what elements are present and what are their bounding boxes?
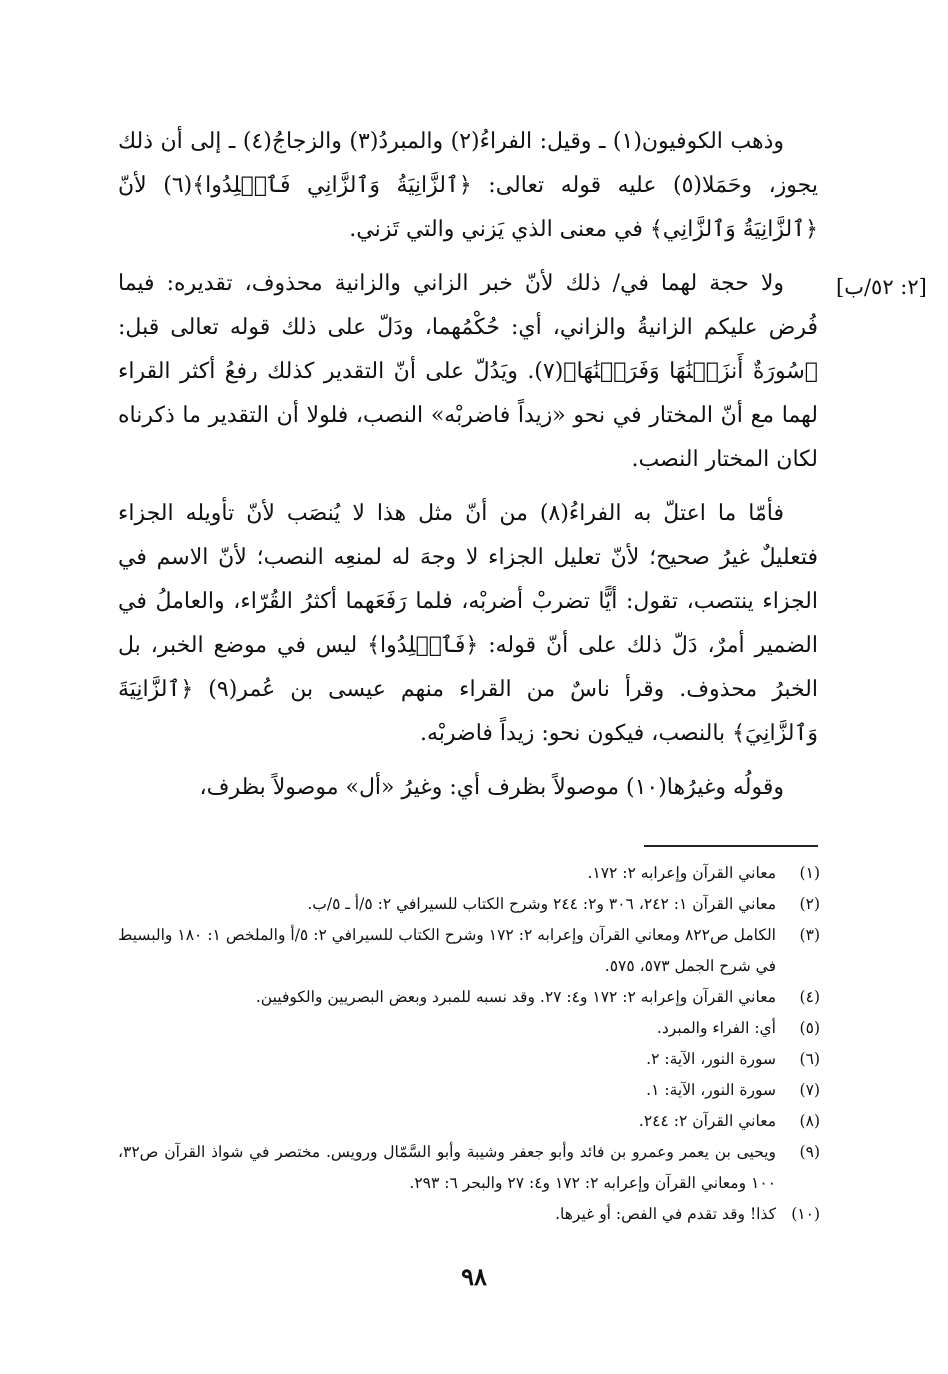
footnote-number: (١) (799, 864, 820, 882)
footnote-text: معاني القرآن ١: ٢٤٢، ٣٠٦ و٢: ٢٤٤ وشرح الكتاب للسيرافي ٢: ٥/أ ـ ٥/ب. (307, 895, 776, 913)
footnote-number: (٣) (799, 926, 820, 944)
footnote-item (118, 1199, 820, 1230)
footnote-text: معاني القرآن ٢: ٢٤٤. (638, 1112, 776, 1130)
footnotes-list (118, 858, 820, 1230)
footnote-text: سورة النور، الآية: ١. (646, 1081, 776, 1099)
footnote-text: أي: الفراء والمبرد. (656, 1019, 776, 1037)
main-text-body (118, 120, 818, 810)
paragraph-1: وذهب الكوفيون(١) ـ وقيل: الفراءُ(٢) والمبردُ(٣) والزجاجُ(٤) ـ إلى أن ذلك يجوز، وحَمَلا(٥) عليه قوله تعالى: ﴿ٱلزَّانِيَةُ وَٱلزَّانِي فَٱجۡلِدُوا﴾(٦) لأنّ ﴿ٱلزَّانِيَةُ وَٱلزَّانِي﴾ في معنى الذي يَزني والتي تَزني. (118, 129, 818, 242)
footnote-item (118, 920, 820, 982)
footnote-number: (٥) (799, 1019, 820, 1037)
footnote-item (118, 1075, 820, 1106)
manuscript-folio-reference: [٢: ٥٢/ب] (836, 275, 927, 299)
footnote-text: معاني القرآن وإعرابه ٢: ١٧٢. (587, 864, 776, 882)
footnote-text: معاني القرآن وإعرابه ٢: ١٧٢ و٤: ٢٧. وقد نسبه للمبرد وبعض البصريين والكوفيين. (255, 988, 776, 1006)
paragraph-2: ولا حجة لهما في/ ذلك لأنّ خبر الزاني والزانية محذوف، تقديره: فيما فُرض عليكم الزانيةُ والزاني، أي: حُكْمُهما، ودَلّ على ذلك قوله تعالى قبل: ﴿سُورَةٌ أَنزَلۡنَٰهَا وَفَرَضۡنَٰهَا﴾(٧). ويَدُلّ على أنّ التقدير كذلك رفعُ أكثر القراء لهما مع أنّ المختار في نحو «زيداً فاضربْه» النصب، فلولا أن التقدير ما ذكرناه لكان المختار النصب. (118, 271, 818, 472)
footnote-text: سورة النور، الآية: ٢. (646, 1050, 776, 1068)
footnote-number: (٩) (799, 1143, 820, 1161)
page-number: ٩٨ (461, 1262, 487, 1291)
footnote-separator (644, 845, 818, 847)
footnote-number: (٢) (799, 895, 820, 913)
footnote-number: (٦) (799, 1050, 820, 1068)
footnote-number: (٨) (799, 1112, 820, 1130)
paragraph-4: وقولُه وغيرُها(١٠) موصولاً بظرف أي: وغيرُ «أل» موصولاً بظرف، (199, 775, 784, 800)
footnote-number: (٤) (799, 988, 820, 1006)
footnote-item (118, 1013, 820, 1044)
paragraph-3: فأمّا ما اعتلّ به الفراءُ(٨) من أنّ مثل هذا لا يُنصَب لأنّ تأويله الجزاء فتعليلٌ غيرُ صحيح؛ لأنّ تعليل الجزاء لا وجهَ له لمنعِه النصب؛ لأنّ الاسم في الجزاء ينتصب، تقول: أيًّا تضربْ أضربْه، فلما رَفَعَهما أكثرُ القُرّاء، والعاملُ في الضمير أمرٌ، دَلّ ذلك على أنّ قوله: ﴿فَٱجۡلِدُوا﴾ ليس في موضع الخبر، بل الخبرُ محذوف. وقرأ ناسٌ من القراء منهم عيسى بن عُمر(٩) ﴿ٱلزَّانِيَةَ وَٱلزَّانِيَ﴾ بالنصب، فيكون نحو: زيداً فاضربْه. (118, 501, 818, 746)
footnote-item (118, 1137, 820, 1199)
footnote-item (118, 858, 820, 889)
footnote-text: ويحيى بن يعمر وعمرو بن فائد وأبو جعفر وشيبة وأبو السَّمّال ورويس. مختصر في شواذ القرآن ص٣٢، ١٠٠ ومعاني القرآن وإعرابه ٢: ١٧٢ و٤: ٢٧ والبحر ٦: ٢٩٣. (118, 1143, 776, 1192)
footnote-item (118, 982, 820, 1013)
footnote-number: (٧) (799, 1081, 820, 1099)
footnote-item (118, 1044, 820, 1075)
footnote-text: كذا! وقد تقدم في الفص: أو غيرها. (555, 1205, 776, 1223)
footnote-item (118, 889, 820, 920)
footnote-text: الكامل ص٨٢٢ ومعاني القرآن وإعرابه ٢: ١٧٢ وشرح الكتاب للسيرافي ٢: ٥/أ والملخص ١: ١٨٠ والبسيط في شرح الجمل ٥٧٣، ٥٧٥. (118, 926, 776, 975)
footnote-item (118, 1106, 820, 1137)
footnote-number: (١٠) (791, 1205, 820, 1223)
